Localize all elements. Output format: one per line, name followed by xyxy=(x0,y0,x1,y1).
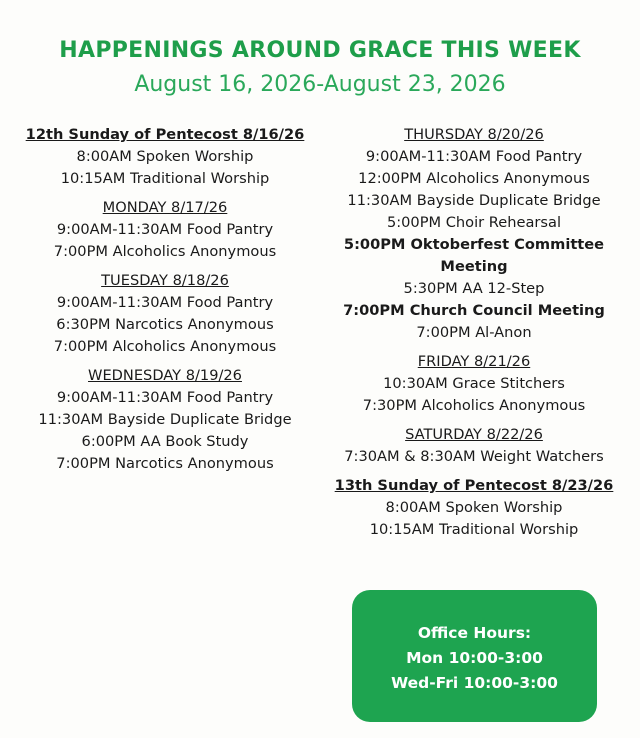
office-hours-line-1: Mon 10:00-3:00 xyxy=(406,649,543,667)
event-item: 9:00AM-11:30AM Food Pantry xyxy=(56,389,274,406)
day-heading: THURSDAY 8/20/26 xyxy=(404,126,544,143)
day-block xyxy=(20,124,310,190)
event-item: 9:00AM-11:30AM Food Pantry xyxy=(56,221,274,238)
event-item: 5:30PM AA 12-Step xyxy=(403,280,545,297)
right-schedule-column xyxy=(318,124,630,548)
day-heading: SATURDAY 8/22/26 xyxy=(405,426,543,443)
office-hours-title: Office Hours: xyxy=(417,624,532,642)
event-item: 7:00PM Alcoholics Anonymous xyxy=(53,338,277,355)
day-block xyxy=(20,270,310,358)
event-item: 10:15AM Traditional Worship xyxy=(369,521,579,538)
event-item: 7:00PM Narcotics Anonymous xyxy=(56,455,274,472)
event-item: 5:00PM Oktoberfest Committee Meeting xyxy=(343,236,605,275)
office-hours-line-2: Wed-Fri 10:00-3:00 xyxy=(391,674,558,692)
event-item: 5:00PM Choir Rehearsal xyxy=(386,214,562,231)
day-heading: FRIDAY 8/21/26 xyxy=(417,353,531,370)
event-item: 10:15AM Traditional Worship xyxy=(60,170,270,187)
event-item: 11:30AM Bayside Duplicate Bridge xyxy=(347,192,601,209)
day-heading: 12th Sunday of Pentecost 8/16/26 xyxy=(25,126,305,143)
event-item: 12:00PM Alcoholics Anonymous xyxy=(358,170,590,187)
day-heading: TUESDAY 8/18/26 xyxy=(101,272,229,289)
day-block xyxy=(20,365,310,475)
day-block xyxy=(20,197,310,263)
event-item: 9:00AM-11:30AM Food Pantry xyxy=(365,148,583,165)
event-item: 8:00AM Spoken Worship xyxy=(385,499,563,516)
event-item: 8:00AM Spoken Worship xyxy=(76,148,254,165)
event-item: 7:30AM & 8:30AM Weight Watchers xyxy=(344,448,604,465)
date-range: August 16, 2026-August 23, 2026 xyxy=(134,72,506,97)
event-item: 7:00PM Church Council Meeting xyxy=(343,302,605,319)
day-heading: WEDNESDAY 8/19/26 xyxy=(88,367,242,384)
day-block xyxy=(318,424,630,468)
office-hours-box xyxy=(352,590,597,722)
day-block xyxy=(318,124,630,344)
event-item: 6:00PM AA Book Study xyxy=(81,433,249,450)
page-title: HAPPENINGS AROUND GRACE THIS WEEK xyxy=(59,38,581,63)
day-block xyxy=(318,351,630,417)
day-heading: MONDAY 8/17/26 xyxy=(102,199,228,216)
event-item: 11:30AM Bayside Duplicate Bridge xyxy=(38,411,292,428)
event-item: 10:30AM Grace Stitchers xyxy=(383,375,565,392)
event-item: 7:00PM Al-Anon xyxy=(416,324,532,341)
event-item: 6:30PM Narcotics Anonymous xyxy=(56,316,274,333)
day-block xyxy=(318,475,630,541)
event-item: 7:30PM Alcoholics Anonymous xyxy=(362,397,586,414)
event-item: 7:00PM Alcoholics Anonymous xyxy=(53,243,277,260)
day-heading: 13th Sunday of Pentecost 8/23/26 xyxy=(334,477,614,494)
left-schedule-column xyxy=(20,124,310,482)
event-item: 9:00AM-11:30AM Food Pantry xyxy=(56,294,274,311)
